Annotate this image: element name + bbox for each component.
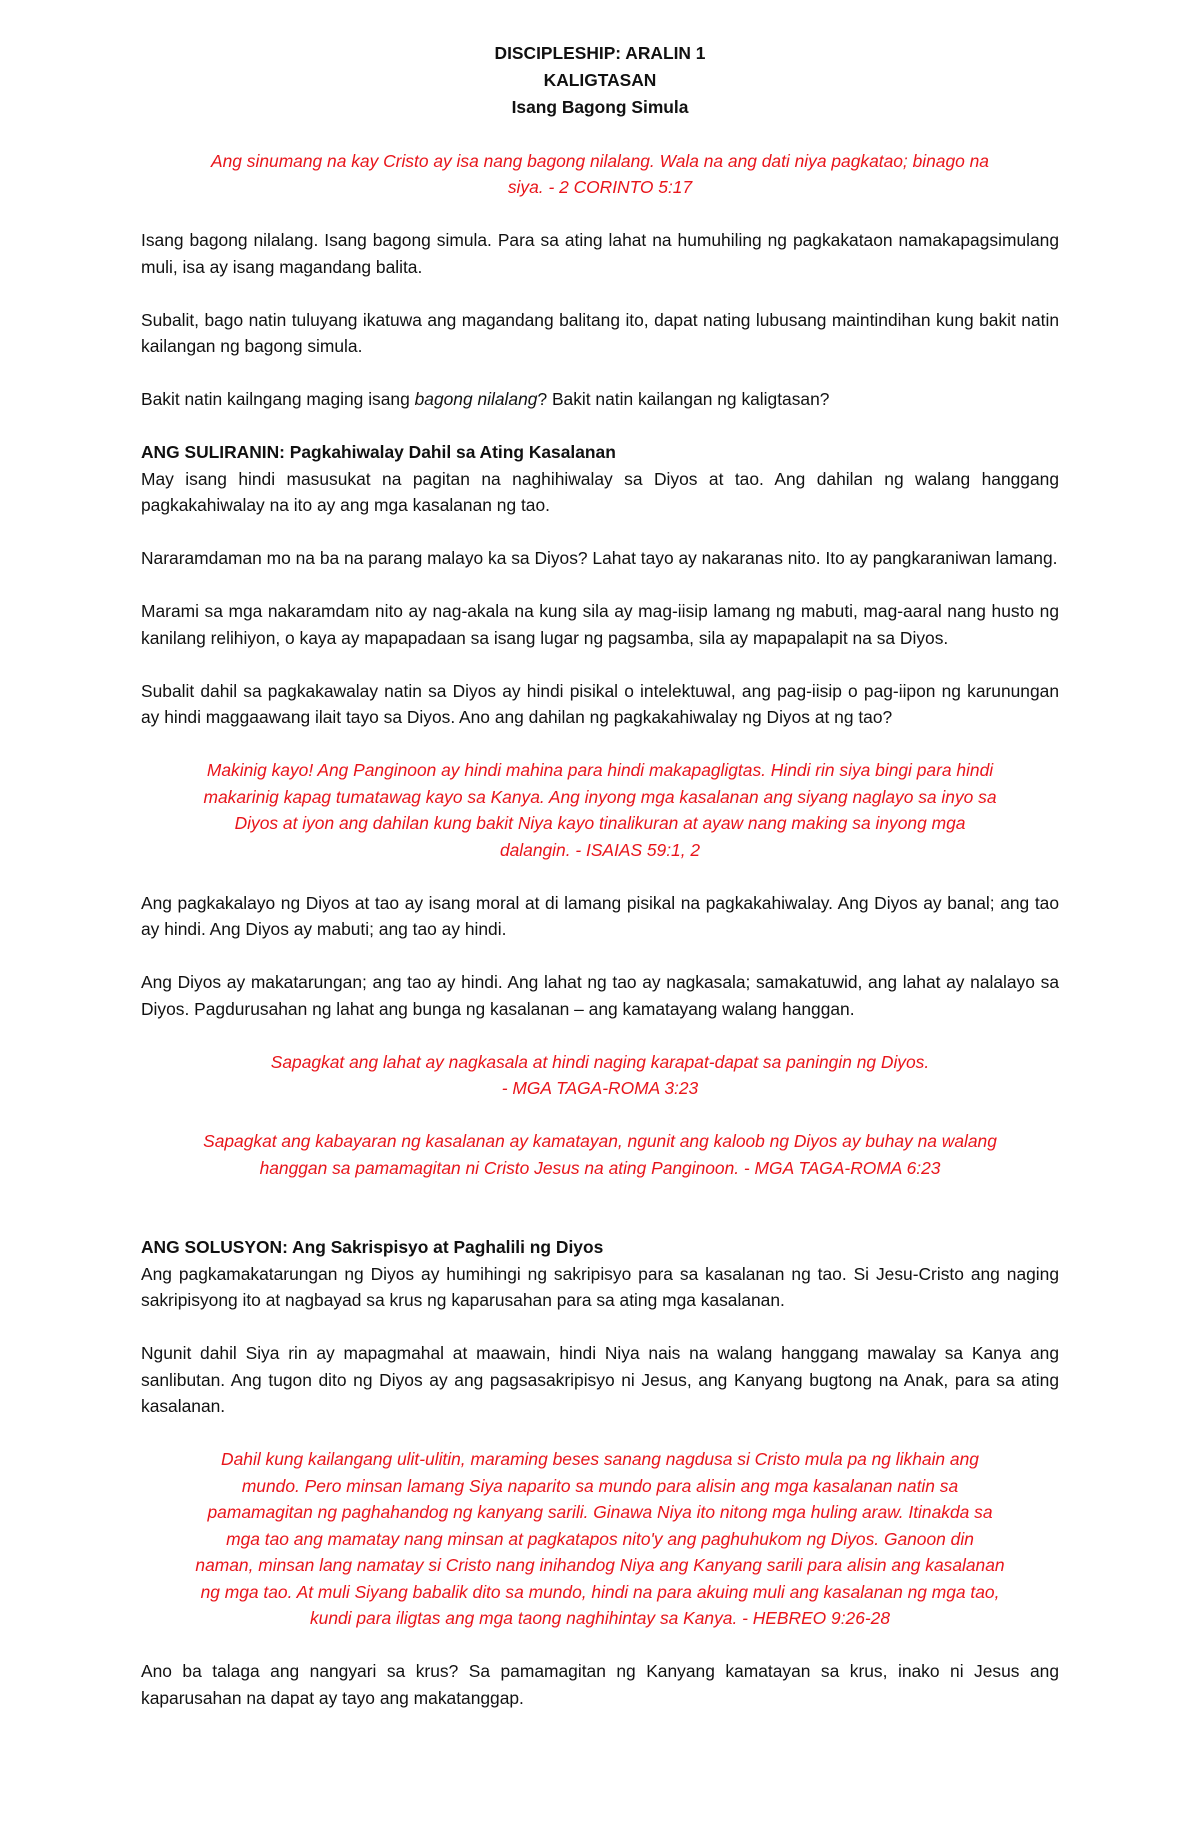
verse-line: pamamagitan ng paghahandog ng kanyang sarili. Ginawa Niya ito nitong mga huling araw. Itinakda sa <box>207 1502 993 1522</box>
verse-line: hanggan sa pamamagitan ni Cristo Jesus na ating Panginoon. - MGA TAGA-ROMA 6:23 <box>259 1157 941 1178</box>
scripture-verse <box>141 1128 1059 1181</box>
section-heading-label: ANG SOLUSYON: <box>141 1237 288 1257</box>
section-heading-problem <box>141 439 1059 466</box>
verse-line: siya. - 2 CORINTO 5:17 <box>507 177 693 197</box>
emphasis-text: bagong nilalang <box>414 389 538 409</box>
section-heading-title: Ang Sakrispisyo at Paghalili ng Diyos <box>287 1237 604 1257</box>
intro-verse <box>141 148 1059 201</box>
verse-line: Dahil kung kailangang ulit-ulitin, maraming beses sanang nagdusa si Cristo mula pa ng likhain ang <box>221 1449 979 1469</box>
paragraph <box>141 386 1059 413</box>
verse-line: mundo. Pero minsan lamang Siya naparito sa mundo para alisin ang mga kasalanan natin sa <box>241 1475 959 1496</box>
section-heading-solution <box>141 1234 1059 1261</box>
paragraph: Subalit, bago natin tuluyang ikatuwa ang magandang balitang ito, dapat nating lubusang maintindihan kung bakit natin kailangan ng bagong simula. <box>141 309 1059 356</box>
verse-line: makarinig kapag tumatawag kayo sa Kanya. Ang inyong mga kasalanan ang siyang naglayo sa inyo sa <box>203 786 997 807</box>
paragraph: Ang pagkakalayo ng Diyos at tao ay isang moral at di lamang pisikal na pagkakahiwalay. Ang Diyos ay banal; ang tao ay hindi. Ang Diyos ay mabuti; ang tao ay hindi. <box>141 892 1059 939</box>
verse-line: Sapagkat ang kabayaran ng kasalanan ay kamatayan, ngunit ang kaloob ng Diyos ay buhay na walang <box>203 1131 997 1151</box>
verse-line: kundi para iligtas ang mga taong naghihintay sa Kanya. - HEBREO 9:26-28 <box>309 1608 891 1628</box>
verse-line: Diyos at iyon ang dahilan kung bakit Niya kayo tinalikuran at ayaw nang making sa inyong mga <box>234 813 966 833</box>
scripture-verse <box>141 1049 1059 1102</box>
paragraph: May isang hindi masusukat na pagitan na naghihiwalay sa Diyos at tao. Ang dahilan ng walang hanggang pagkakahiwalay na ito ay ang mga kasalanan ng tao. <box>141 468 1059 515</box>
paragraph: Marami sa mga nakaramdam nito ay nag-akala na kung sila ay mag-iisip lamang ng mabuti, mag-aaral nang husto ng kanilang relihiyon, o kaya ay mapapadaan sa isang lugar ng pagsamba, sila ay mapapalapit na sa Diyos. <box>141 601 1059 648</box>
scripture-verse <box>141 1446 1059 1632</box>
lesson-title: DISCIPLESHIP: ARALIN 1 <box>494 43 706 63</box>
paragraph: Ano ba talaga ang nangyari sa krus? Sa pamamagitan ng Kanyang kamatayan sa krus, inako ni Jesus ang kaparusahan na dapat ay tayo ang makatanggap. <box>141 1661 1059 1708</box>
paragraph: Isang bagong nilalang. Isang bagong simula. Para sa ating lahat na humuhiling ng pagkakataon namakapagsimulang muli, isa ay isang magandang balita. <box>141 230 1059 277</box>
verse-line: Ang sinumang na kay Cristo ay isa nang bagong nilalang. Wala na ang dati niya pagkatao; binago na <box>211 150 989 171</box>
section-heading-title: Pagkahiwalay Dahil sa Ating Kasalanan <box>284 442 616 462</box>
scripture-verse <box>141 757 1059 863</box>
verse-line: dalangin. - ISAIAS 59:1, 2 <box>499 839 701 860</box>
paragraph: Nararamdaman mo na ba na parang malayo ka sa Diyos? Lahat tayo ay nakaranas nito. Ito ay pangkaraniwan lamang. <box>141 548 1058 568</box>
paragraph: Ang Diyos ay makatarungan; ang tao ay hindi. Ang lahat ng tao ay nagkasala; samakatuwid, ang lahat ay nalalayo sa Diyos. Pagdurusahan ng lahat ang bunga ng kasalanan – ang kamatayang walang hanggan. <box>141 972 1059 1019</box>
verse-line: mga tao ang mamatay nang minsan at pagkatapos nito'y ang paghuhukom ng Diyos. Ganoon din <box>226 1528 974 1549</box>
paragraph: Subalit dahil sa pagkakawalay natin sa Diyos ay hindi pisikal o intelektuwal, ang pag-iisip o pag-iipon ng karunungan ay hindi maggaawang ilait tayo sa Diyos. Ano ang dahilan ng pagkakahiwalay ng Diyos at ng tao? <box>141 680 1059 727</box>
paragraph-text: ? Bakit natin kailangan ng kaligtasan? <box>537 389 830 409</box>
paragraph-text: Bakit natin kailngang maging isang <box>141 389 415 409</box>
verse-line: Makinig kayo! Ang Panginoon ay hindi mahina para hindi makapagligtas. Hindi rin siya bingi para hindi <box>206 760 994 780</box>
lesson-subtitle: Isang Bagong Simula <box>511 97 689 117</box>
paragraph: Ang pagkamakatarungan ng Diyos ay humihingi ng sakripisyo para sa kasalanan ng tao. Si Jesu-Cristo ang naging sakripisyong ito at nagbayad sa krus ng kaparusahan para sa ating mga kasalanan. <box>141 1263 1059 1310</box>
verse-line: naman, minsan lang namatay si Cristo nang inihandog Niya ang Kanyang sarili para alisin ang kasalanan <box>195 1555 1005 1575</box>
verse-line: Sapagkat ang lahat ay nagkasala at hindi naging karapat-dapat sa paningin ng Diyos. <box>270 1051 930 1072</box>
lesson-topic: KALIGTASAN <box>543 70 657 90</box>
document-header <box>141 40 1059 121</box>
document-page <box>141 40 1059 1738</box>
section-heading-label: ANG SULIRANIN: <box>141 442 285 462</box>
paragraph: Ngunit dahil Siya rin ay mapagmahal at maawain, hindi Niya nais na walang hanggang mawalay sa Kanya ang sanlibutan. Ang tugon dito ng Diyos ay ang pagsasakripisyo ni Jesus, ang Kanyang bugtong na Anak, para sa ating kasalanan. <box>141 1343 1059 1416</box>
verse-line: ng mga tao. At muli Siyang babalik dito sa mundo, hindi na para akuing muli ang kasalanan ng mga tao, <box>200 1581 1000 1602</box>
verse-line: - MGA TAGA-ROMA 3:23 <box>501 1078 699 1098</box>
